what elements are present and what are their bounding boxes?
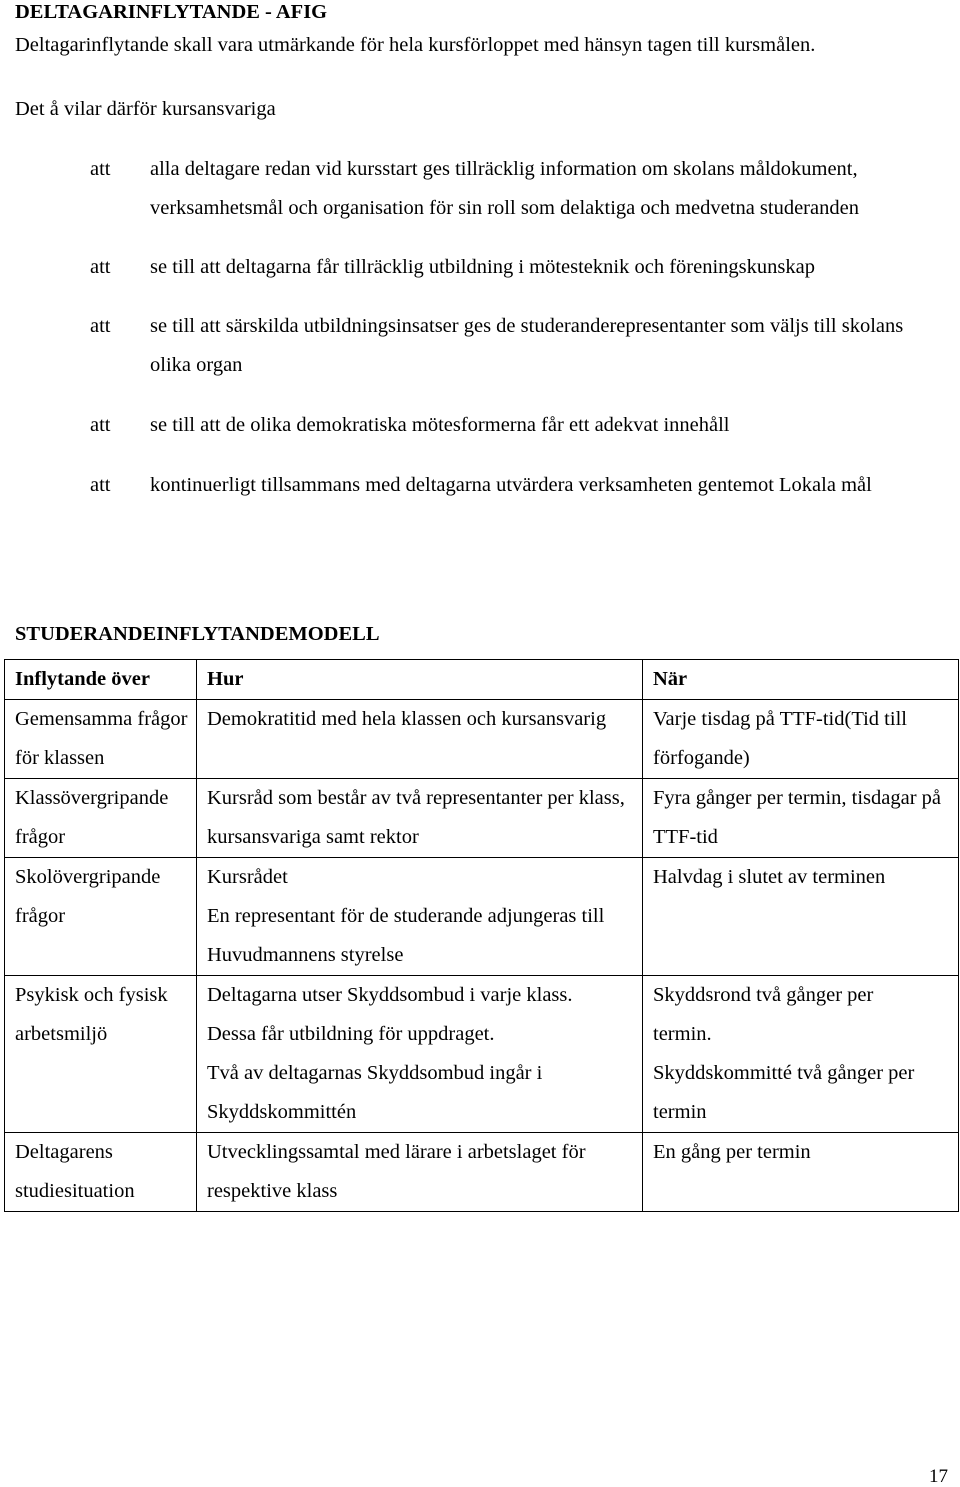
cell-line: Två av deltagarnas Skyddsombud ingår i Skyddskommittén — [207, 1062, 543, 1123]
section-heading-deltagarinflytande: DELTAGARINFLYTANDE - AFIG — [15, 1, 328, 23]
column-header-hur: Hur — [197, 660, 643, 700]
table-header-row — [5, 660, 959, 700]
list-item-text: se till att deltagarna får tillräcklig utbildning i mötesteknik och föreningskunskap — [150, 256, 815, 278]
cell-line: Kursrådet — [207, 866, 288, 888]
list-item-text: alla deltagare redan vid kursstart ges tillräcklig information om skolans måldokument, verksamhetsmål och organisation för sin roll som delaktiga och medvetna studeranden — [150, 158, 859, 219]
cell-line: Utvecklingssamtal med lärare i arbetslaget för respektive klass — [207, 1141, 586, 1202]
intro-paragraph: Deltagarinflytande skall vara utmärkande för hela kursförloppet med hänsyn tagen till kursmålen. — [15, 34, 816, 56]
cell-line: En gång per termin — [653, 1141, 811, 1163]
cell-hur — [197, 858, 643, 976]
cell-hur — [197, 976, 643, 1133]
column-header-inflytande: Inflytande över — [5, 660, 197, 700]
cell-line: Skyddskommitté två gånger per termin — [653, 1062, 915, 1123]
list-item-lead: att — [90, 256, 111, 278]
table-row — [5, 858, 959, 976]
list-item-text: kontinuerligt tillsammans med deltagarna utvärdera verksamheten gentemot Lokala mål — [150, 474, 872, 496]
cell-line: Demokratitid med hela klassen och kursansvarig — [207, 708, 607, 730]
cell-line: Varje tisdag på TTF-tid(Tid till förfogande) — [653, 708, 907, 769]
table-row — [5, 1133, 959, 1212]
cell-line: Dessa får utbildning för uppdraget. — [207, 1023, 495, 1045]
list-item-lead: att — [90, 414, 111, 436]
cell-nar — [643, 779, 959, 858]
list-item-lead: att — [90, 158, 111, 180]
list-item-lead: att — [90, 315, 111, 337]
section-heading-studerandeinflytandemodell: STUDERANDEINFLYTANDEMODELL — [15, 623, 380, 645]
cell-hur — [197, 700, 643, 779]
cell-line: Halvdag i slutet av terminen — [653, 866, 886, 888]
cell-nar — [643, 976, 959, 1133]
table-row — [5, 976, 959, 1133]
list-item-text: se till att särskilda utbildningsinsatser ges de studeranderepresentanter som väljs till skolans olika organ — [150, 315, 904, 376]
influence-model-table — [4, 659, 959, 1212]
list-item-lead: att — [90, 474, 111, 496]
cell-line: Deltagarna utser Skyddsombud i varje klass. — [207, 984, 573, 1006]
cell-hur — [197, 779, 643, 858]
cell-nar — [643, 858, 959, 976]
page-number: 17 — [929, 1466, 948, 1487]
cell-inflytande: Skolövergripande frågor — [5, 858, 197, 976]
cell-inflytande: Klassövergripande frågor — [5, 779, 197, 858]
cell-nar — [643, 700, 959, 779]
lead-in-paragraph: Det å vilar därför kursansvariga — [15, 98, 276, 120]
cell-line: Kursråd som består av två representanter per klass, kursansvariga samt rektor — [207, 787, 625, 848]
column-header-nar: När — [643, 660, 959, 700]
cell-line: Fyra gånger per termin, tisdagar på TTF-tid — [653, 787, 942, 848]
cell-inflytande: Gemensamma frågor för klassen — [5, 700, 197, 779]
table-row — [5, 779, 959, 858]
cell-inflytande: Psykisk och fysisk arbetsmiljö — [5, 976, 197, 1133]
cell-line: En representant för de studerande adjungeras till Huvudmannens styrelse — [207, 905, 605, 966]
cell-line: Skyddsrond två gånger per termin. — [653, 984, 874, 1045]
cell-nar — [643, 1133, 959, 1212]
table-row — [5, 700, 959, 779]
list-item-text: se till att de olika demokratiska mötesformerna får ett adekvat innehåll — [150, 414, 730, 436]
cell-inflytande: Deltagarens studiesituation — [5, 1133, 197, 1212]
cell-hur — [197, 1133, 643, 1212]
